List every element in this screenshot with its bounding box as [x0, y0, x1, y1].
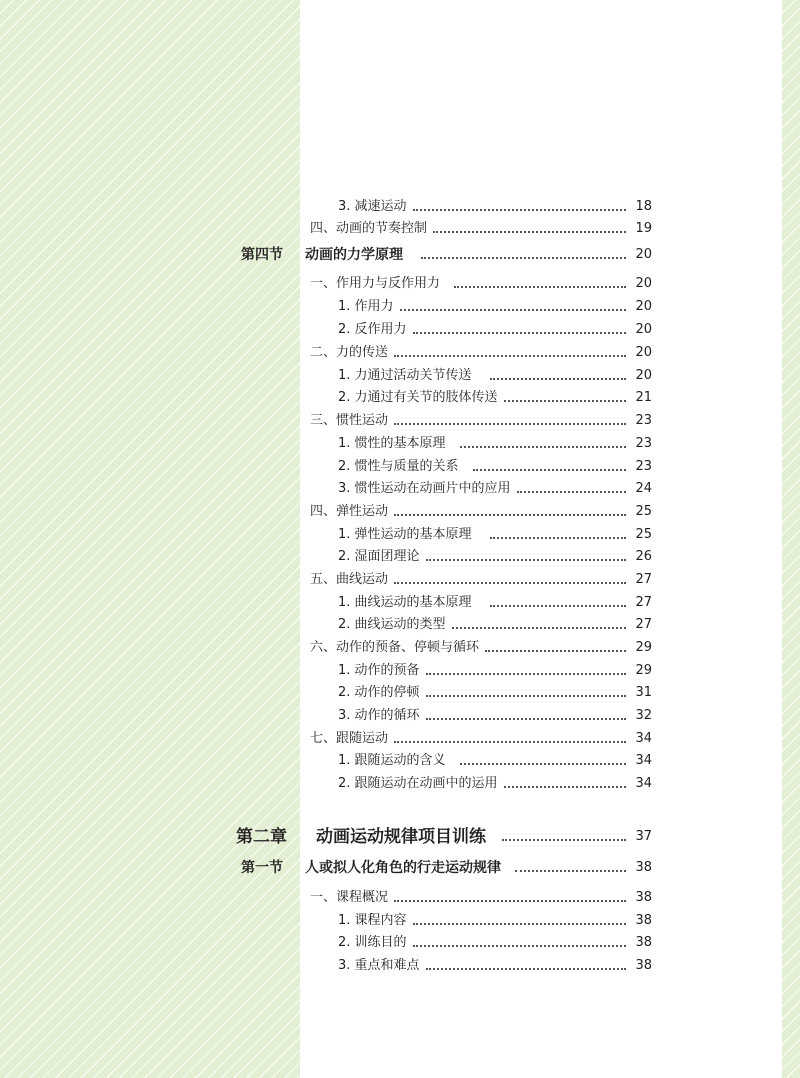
dot-leader [515, 870, 626, 872]
toc-entry-page: 24 [635, 481, 652, 496]
toc-entry-page: 21 [635, 390, 652, 405]
toc-entry-page: 23 [635, 413, 652, 428]
toc-entry [310, 218, 652, 240]
toc-entry-page: 27 [635, 572, 652, 587]
toc-entry-page: 32 [635, 708, 652, 723]
toc-entry-page: 25 [635, 504, 652, 519]
dot-leader [454, 286, 626, 288]
dot-leader [394, 582, 626, 584]
dot-leader [452, 627, 626, 629]
toc-entry-page: 20 [635, 299, 652, 314]
dot-leader [460, 763, 626, 765]
chapter-number: 第二章 [236, 827, 287, 847]
toc-entry-title: 二、力的传送 [310, 345, 389, 360]
toc-section-heading [241, 857, 652, 879]
toc-entry-title: 2. 惯性与质量的关系 [338, 459, 459, 474]
toc-entry-title: 3. 惯性运动在动画片中的应用 [338, 481, 511, 496]
dot-leader [460, 446, 626, 448]
toc-entry-page: 38 [635, 860, 652, 875]
toc-entry-title: 1. 曲线运动的基本原理 [338, 595, 472, 610]
dot-leader [400, 309, 626, 311]
toc-entry-title: 1. 课程内容 [338, 913, 407, 928]
toc-entry-page: 20 [635, 368, 652, 383]
toc-entry-title: 1. 力通过活动关节传送 [338, 368, 472, 383]
toc-entry [310, 569, 652, 591]
toc-entry-title: 1. 动作的预备 [338, 663, 420, 678]
section-number: 第四节 [241, 247, 283, 263]
toc-section-heading [241, 244, 652, 266]
toc-entry-title: 三、惯性运动 [310, 413, 389, 428]
toc-entry-page: 27 [635, 595, 652, 610]
toc-entry-page: 38 [635, 913, 652, 928]
dot-leader [426, 559, 626, 561]
toc-entry [310, 887, 652, 909]
toc-entry [338, 955, 652, 977]
toc-entry-page: 20 [635, 345, 652, 360]
dot-leader [421, 257, 626, 259]
toc-entry-title: 四、弹性运动 [310, 504, 389, 519]
toc-entry [338, 932, 652, 954]
toc-entry-title: 六、动作的预备、停顿与循环 [310, 640, 480, 655]
toc-entry-page: 38 [635, 890, 652, 905]
dot-leader [394, 900, 626, 902]
dot-leader [517, 491, 626, 493]
toc-entry-page: 20 [635, 247, 652, 262]
toc-entry-title: 五、曲线运动 [310, 572, 389, 587]
toc-entry [338, 456, 652, 478]
toc-entry [338, 524, 652, 546]
toc-entry-page: 37 [635, 829, 652, 844]
toc-entry-title: 人或拟人化角色的行走运动规律 [305, 860, 501, 876]
toc-entry [338, 660, 652, 682]
toc-entry-page: 29 [635, 640, 652, 655]
dot-leader [426, 968, 626, 970]
dot-leader [473, 469, 626, 471]
toc-entry-title: 2. 动作的停顿 [338, 685, 420, 700]
dot-leader [394, 355, 626, 357]
toc-entry [338, 614, 652, 636]
toc-entry [310, 273, 652, 295]
toc-entry [310, 342, 652, 364]
dot-leader [504, 400, 626, 402]
dot-leader [485, 650, 626, 652]
toc-entry [338, 387, 652, 409]
toc-entry-page: 29 [635, 663, 652, 678]
dot-leader [433, 231, 626, 233]
toc-entry [338, 592, 652, 614]
toc-entry [338, 705, 652, 727]
toc-chapter-heading [236, 823, 652, 851]
toc-entry [310, 728, 652, 750]
toc-entry [338, 750, 652, 772]
toc-entry [338, 319, 652, 341]
toc-entry-title: 2. 跟随运动在动画中的运用 [338, 776, 498, 791]
toc-entry-title: 一、作用力与反作用力 [310, 276, 441, 291]
toc-entry [338, 773, 652, 795]
toc-entry-title: 3. 减速运动 [338, 199, 407, 214]
dot-leader [394, 423, 626, 425]
dot-leader [413, 945, 626, 947]
toc-entry [338, 478, 652, 500]
dot-leader [502, 839, 626, 841]
toc-entry-title: 七、跟随运动 [310, 731, 389, 746]
toc-entry-title: 动画的力学原理 [305, 247, 403, 263]
dot-leader [426, 718, 626, 720]
toc-entry-page: 38 [635, 958, 652, 973]
toc-entry-title: 1. 作用力 [338, 299, 394, 314]
toc-entry-title: 1. 惯性的基本原理 [338, 436, 446, 451]
toc-entry [338, 546, 652, 568]
toc-entry-title: 1. 跟随运动的含义 [338, 753, 446, 768]
toc-entry-page: 23 [635, 436, 652, 451]
toc-entry-page: 27 [635, 617, 652, 632]
dot-leader [413, 332, 626, 334]
toc-entry-title: 1. 弹性运动的基本原理 [338, 527, 472, 542]
dot-leader [413, 923, 626, 925]
toc-entry-title: 3. 重点和难点 [338, 958, 420, 973]
toc-entry [338, 910, 652, 932]
dot-leader [394, 514, 626, 516]
dot-leader [426, 673, 626, 675]
toc-entry-page: 18 [635, 199, 652, 214]
toc-entry-title: 一、课程概况 [310, 890, 389, 905]
toc-entry-title: 动画运动规律项目训练 [316, 827, 486, 847]
section-number: 第一节 [241, 860, 283, 876]
toc-entry [310, 410, 652, 432]
dot-leader [413, 209, 626, 211]
toc-entry-title: 2. 湿面团理论 [338, 549, 420, 564]
toc-entry-title: 2. 反作用力 [338, 322, 407, 337]
toc-entry [338, 196, 652, 218]
toc-entry-title: 3. 动作的循环 [338, 708, 420, 723]
dot-leader [490, 537, 626, 539]
toc-entry-title: 2. 训练目的 [338, 935, 407, 950]
toc-entry-page: 25 [635, 527, 652, 542]
toc-entry-page: 26 [635, 549, 652, 564]
dot-leader [504, 786, 626, 788]
toc-entry-page: 34 [635, 776, 652, 791]
toc-entry-title: 2. 力通过有关节的肢体传送 [338, 390, 498, 405]
toc-entry-page: 34 [635, 753, 652, 768]
toc-entry-page: 20 [635, 322, 652, 337]
toc-entry [310, 637, 652, 659]
toc-entry [338, 433, 652, 455]
toc-entry-page: 38 [635, 935, 652, 950]
dot-leader [490, 605, 626, 607]
toc-entry [338, 296, 652, 318]
toc-entry-title: 四、动画的节奏控制 [310, 221, 428, 236]
toc-entry-page: 23 [635, 459, 652, 474]
toc-entry-page: 19 [635, 221, 652, 236]
toc-entry [338, 365, 652, 387]
toc-entry-page: 20 [635, 276, 652, 291]
dot-leader [490, 378, 626, 380]
toc-entry-title: 2. 曲线运动的类型 [338, 617, 446, 632]
toc-entry [338, 682, 652, 704]
dot-leader [426, 695, 626, 697]
toc-entry-page: 31 [635, 685, 652, 700]
toc-entry-page: 34 [635, 731, 652, 746]
toc-entry [310, 501, 652, 523]
dot-leader [394, 741, 626, 743]
